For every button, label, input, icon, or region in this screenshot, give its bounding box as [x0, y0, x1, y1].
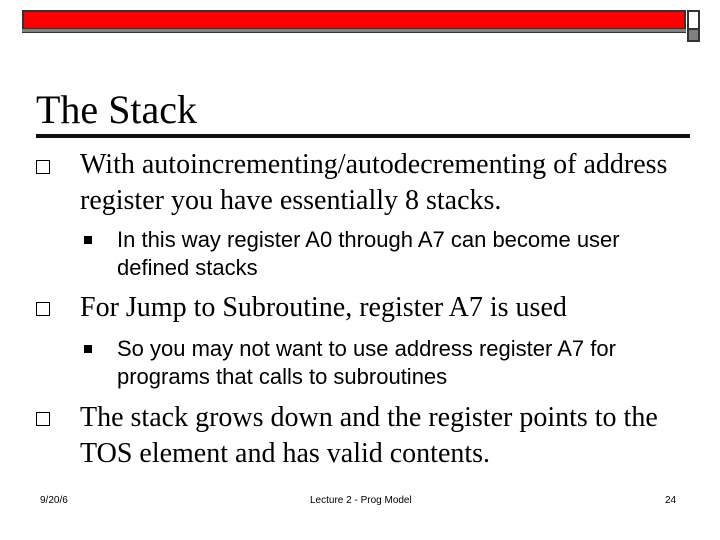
- bullet-text: With autoincrementing/autodecrementing of address register you have essentially 8 stacks.: [80, 149, 668, 216]
- sub-bullet-text: In this way register A0 through A7 can become user defined stacks: [117, 227, 620, 280]
- sub-bullet-text: So you may not want to use address register A7 for programs that calls to subroutines: [117, 336, 616, 389]
- footer-date: 9/20/6: [40, 495, 68, 506]
- hollow-square-bullet-icon: [36, 412, 50, 426]
- slide-title: The Stack: [36, 87, 198, 132]
- page-number: 24: [665, 495, 677, 506]
- bullet-text: For Jump to Subroutine, register A7 is used: [80, 292, 567, 323]
- footer-title: Lecture 2 - Prog Model: [310, 495, 412, 506]
- filled-square-bullet-icon: [84, 236, 92, 244]
- header-corner-square-gray: [687, 28, 700, 42]
- title-underline: [36, 134, 690, 138]
- filled-square-bullet-icon: [84, 345, 92, 353]
- header-gray-bar: [22, 28, 686, 33]
- hollow-square-bullet-icon: [36, 160, 50, 174]
- bullet-text: The stack grows down and the register points to the TOS element and has valid contents.: [80, 402, 658, 469]
- hollow-square-bullet-icon: [36, 302, 50, 316]
